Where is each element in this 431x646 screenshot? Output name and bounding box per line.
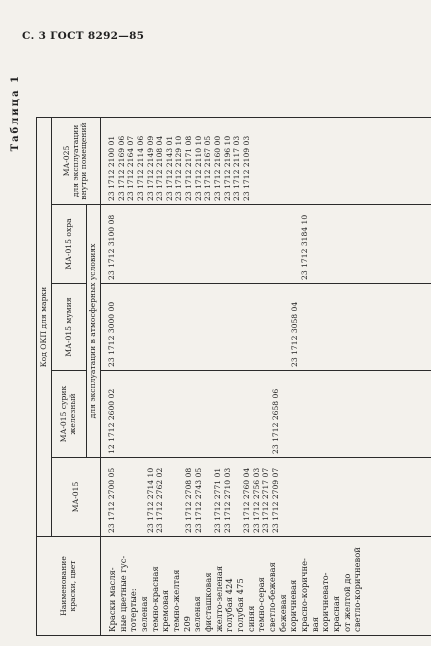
code-line: 23 1712 2760 04	[241, 467, 251, 533]
code-line: 23 1712 2108 04	[155, 135, 165, 201]
col-header-ma015-mumia: МА-015 мумия	[52, 284, 87, 371]
page-header: С. 3 ГОСТ 8292—85	[22, 30, 145, 42]
table-label: Таблица 1	[10, 74, 21, 152]
code-line: 23 1712 2762 02	[155, 467, 165, 533]
code-line: 12 1712 2600 02	[107, 388, 116, 454]
name-line: темно-желтая	[171, 569, 182, 632]
name-line: красная	[331, 595, 342, 632]
name-line: светло-коричневой	[352, 547, 363, 632]
code-line: 23 1712 3000 00	[107, 301, 116, 367]
name-line: бежевая	[277, 594, 288, 632]
name-line: голубая 475	[235, 578, 246, 632]
code-line: 23 1712 2700 05	[107, 467, 116, 533]
name-line: темно-красная	[149, 566, 160, 632]
ma025-codes-cell	[101, 118, 431, 205]
surik-codes-cell	[101, 371, 431, 458]
code-line: 23 1712 3100 08	[107, 214, 116, 280]
name-line: синяя	[245, 605, 256, 632]
name-line: Краски масля-	[107, 567, 117, 632]
name-line: фисташковая	[203, 572, 214, 632]
name-line: темно-серая	[256, 577, 267, 632]
code-line: 23 1712 2117 03	[232, 135, 242, 201]
code-line: 23 1712 2717 07	[261, 467, 271, 533]
code-line: 23 1712 2709 07	[270, 467, 280, 533]
code-line: 23 1712 2743 05	[193, 467, 203, 533]
col-header-ma015-ohra: МА-015 охра	[52, 205, 87, 284]
code-line: 23 1712 2710 03	[222, 467, 232, 533]
code-line: 23 1712 2160 00	[213, 135, 223, 201]
code-line: 23 1712 2109 03	[241, 135, 251, 201]
code-line: 23 1712 2708 08	[184, 467, 194, 533]
col-header-ma015-surik: МА-015 сурик железный	[52, 371, 87, 458]
table-body-row	[101, 118, 431, 636]
rotated-table-area	[0, 56, 431, 646]
name-line: коричневая	[288, 579, 299, 632]
ma025-use-label: для эксплуатации внутри помещений	[70, 122, 89, 200]
col-header-name: Наименование краски, цвет	[37, 537, 101, 636]
ma015-codes-cell	[101, 458, 431, 537]
code-line: 23 1712 2658 06	[270, 388, 280, 454]
code-line: 23 1712 2714 10	[145, 467, 155, 533]
mumia-codes-cell	[101, 284, 431, 371]
name-line: от желтой до	[341, 573, 352, 632]
code-line: 23 1712 2149 09	[145, 135, 155, 201]
name-line: зеленая	[139, 596, 150, 632]
name-line: 209	[181, 616, 192, 632]
names-cell	[101, 537, 431, 636]
code-line: 23 1712 3184 10	[299, 214, 309, 280]
code-line: 23 1712 2100 01	[107, 135, 116, 201]
code-line: 23 1712 2164 07	[126, 135, 136, 201]
code-line: 23 1712 2110 10	[193, 135, 203, 201]
name-line: тотертые:	[128, 588, 139, 632]
ohra-codes-cell	[101, 205, 431, 284]
outdoor-use-header: для эксплуатации в атмосферных условиях	[87, 205, 101, 458]
okp-group-header: Код ОКП для марки	[37, 118, 52, 537]
col-header-ma025	[52, 118, 101, 205]
col-header-ma015: МА-015	[52, 458, 101, 537]
name-line: кремовая	[160, 589, 171, 632]
name-line: вая	[309, 617, 320, 632]
okp-codes-table	[36, 117, 431, 636]
name-line: светло-бежевая	[267, 562, 278, 632]
ma025-label: МА-025	[61, 145, 71, 177]
code-line: 23 1712 2129 10	[174, 135, 184, 201]
code-line: 23 1712 2771 01	[213, 467, 223, 533]
name-line: красно-коричне-	[299, 558, 310, 632]
code-line: 23 1712 2169 06	[116, 135, 126, 201]
name-line: желто-зеленая	[213, 565, 224, 632]
code-line: 23 1712 2171 08	[184, 135, 194, 201]
code-line: 23 1712 2143 01	[164, 135, 174, 201]
code-line: 23 1712 2756 03	[251, 467, 261, 533]
code-line: 23 1712 2114 06	[135, 135, 145, 201]
code-line: 23 1712 3058 04	[290, 301, 300, 367]
name-line: зеленая	[192, 596, 203, 632]
code-line: 23 1712 2196 10	[222, 135, 232, 201]
code-line: 23 1712 2167 05	[203, 135, 213, 201]
name-line: ные цветные гус-	[117, 555, 128, 632]
name-line: коричневато-	[320, 572, 331, 632]
name-line: голубая 424	[224, 578, 235, 632]
